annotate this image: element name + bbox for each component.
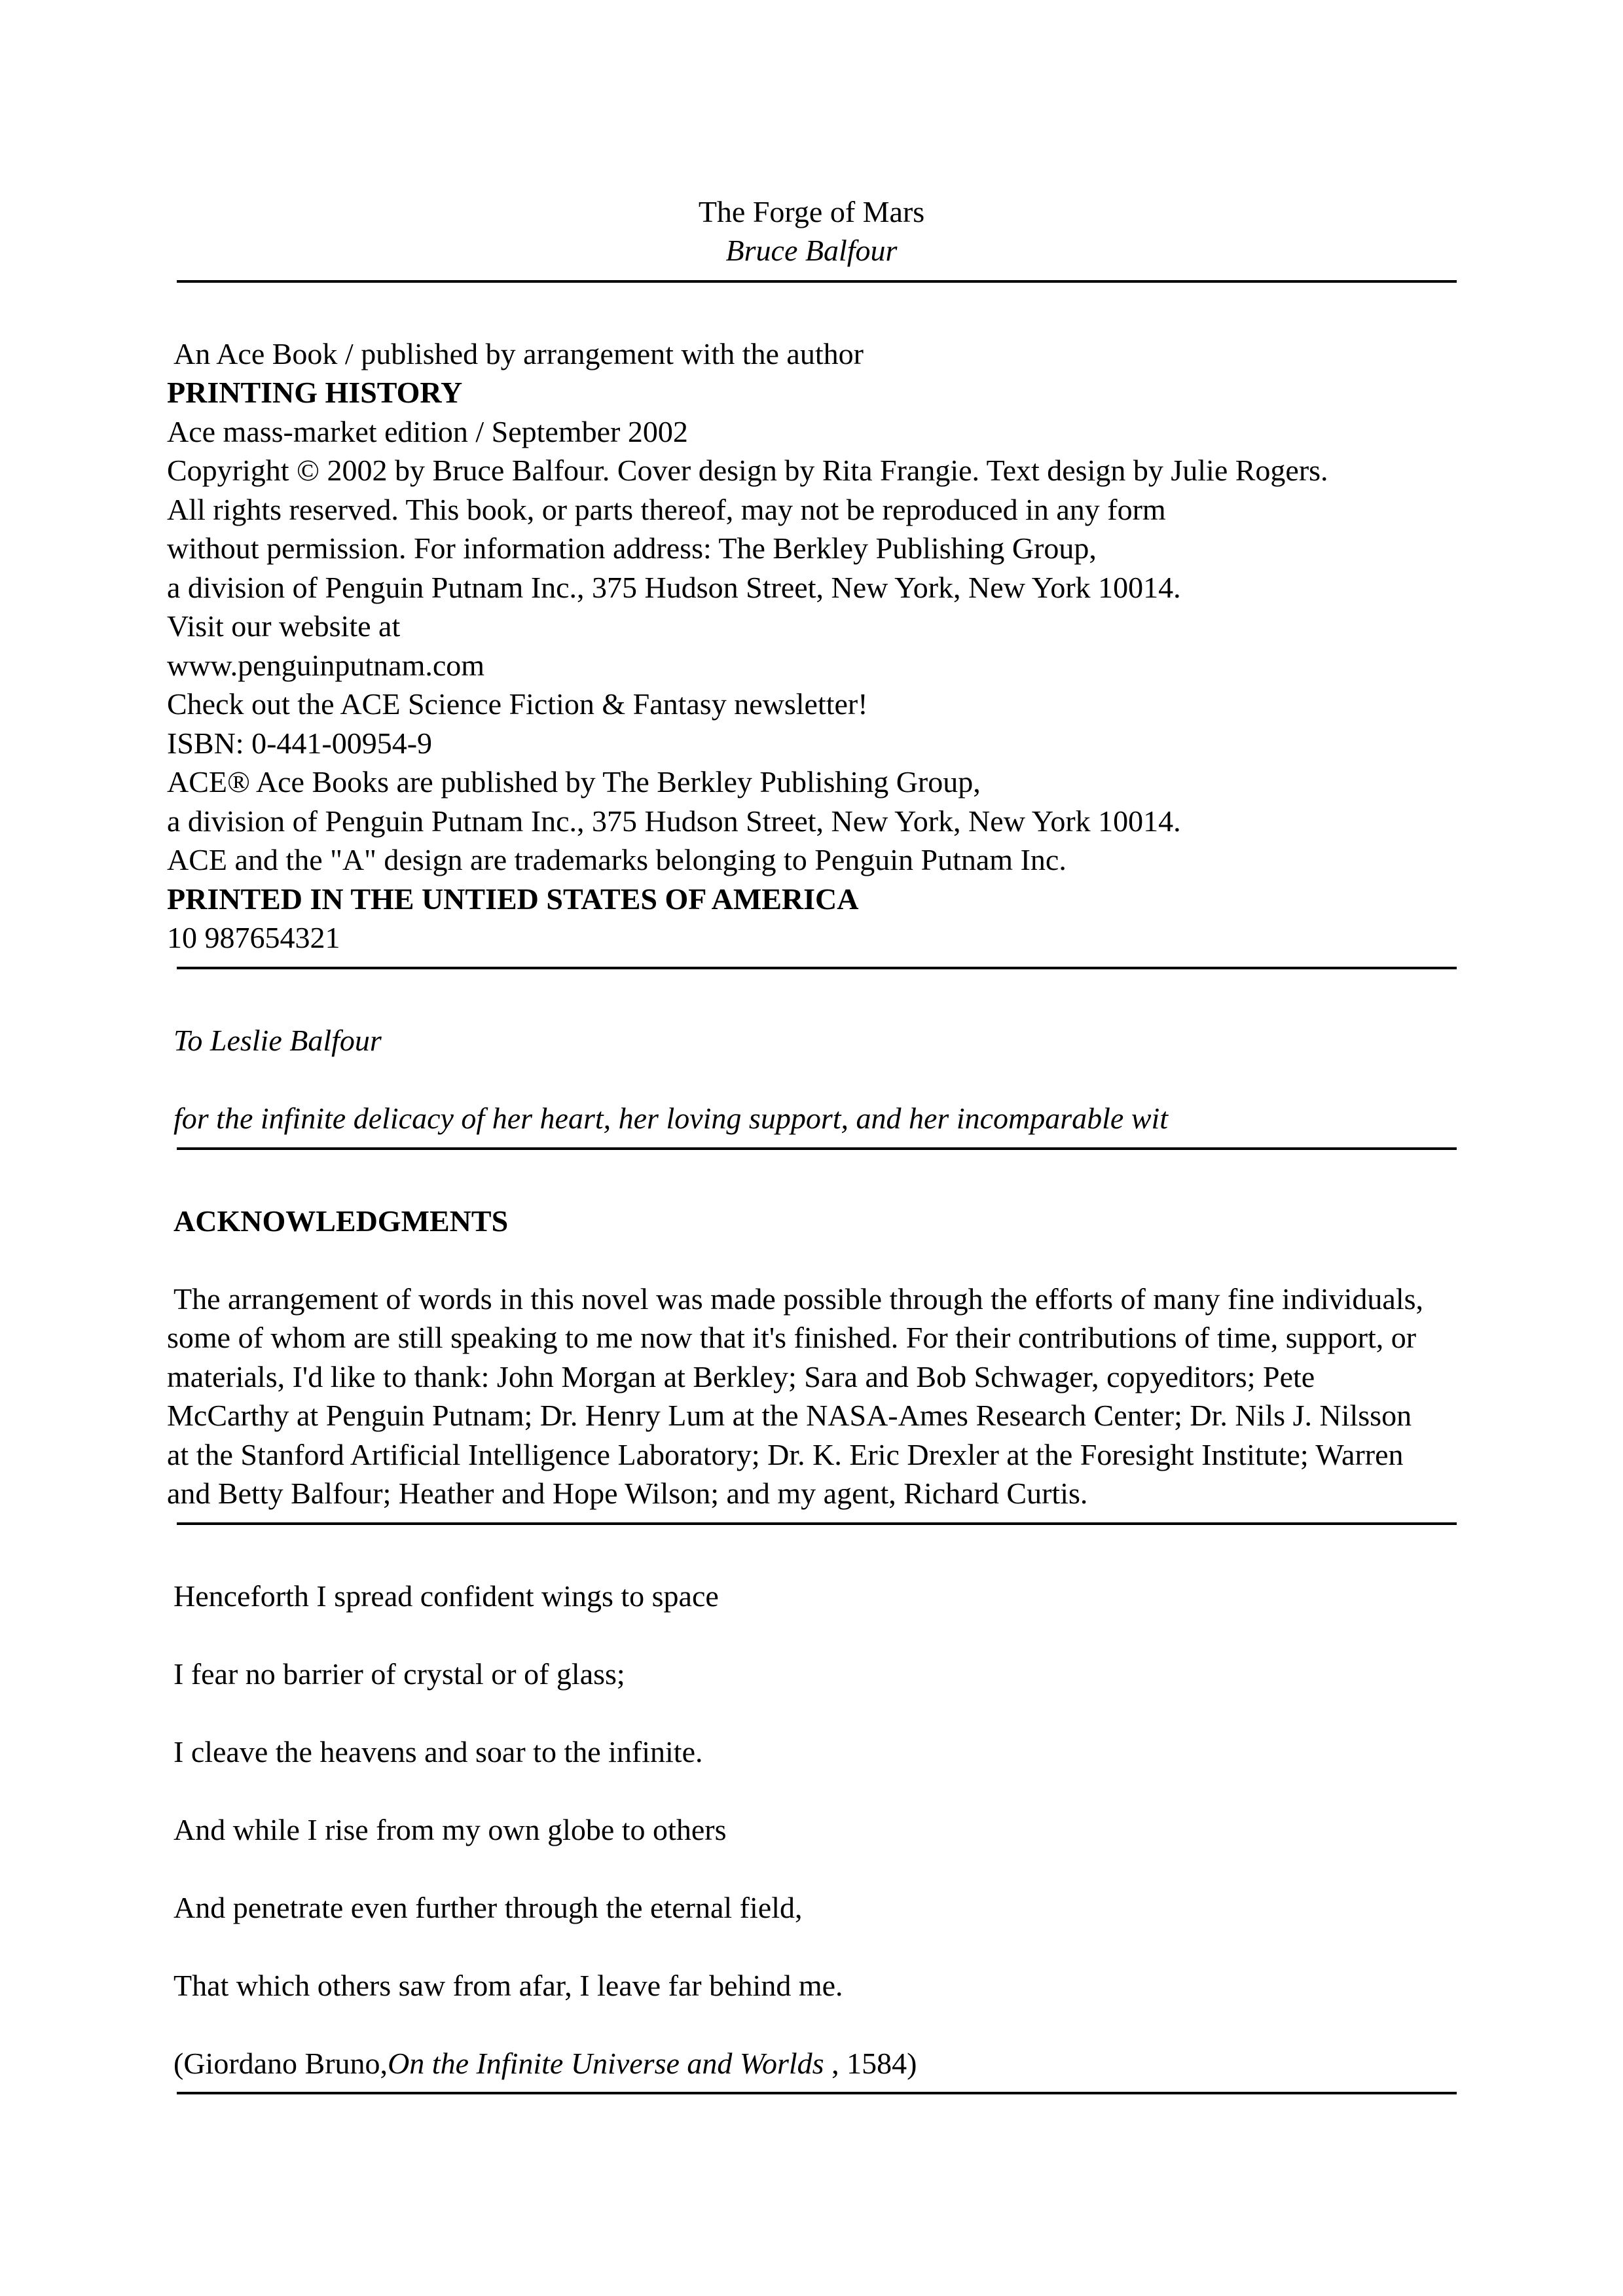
epigraph-line: That which others saw from afar, I leave far behind me.: [173, 1969, 843, 2002]
copyright-line: without permission. For information address: The Berkley Publishing Group,: [167, 531, 1097, 565]
attribution-author: (Giordano Bruno,: [173, 2047, 388, 2080]
print-line: 10 987654321: [167, 921, 340, 954]
acknowledgments-heading: ACKNOWLEDGMENTS: [173, 1204, 509, 1238]
acknowledgments-line: McCarthy at Penguin Putnam; Dr. Henry Lum at the NASA-Ames Research Center; Dr. Nils J. Nilsson: [167, 1399, 1412, 1432]
epigraph-line: Henceforth I spread confident wings to space: [173, 1579, 719, 1613]
book-author: Bruce Balfour: [725, 234, 898, 267]
website-url: www.penguinputnam.com: [167, 649, 485, 682]
copyright-line: Visit our website at: [167, 609, 401, 643]
epigraph-line: And while I rise from my own globe to others: [173, 1813, 727, 1846]
acknowledgments-line: The arrangement of words in this novel was made possible through the efforts of many fine individuals,: [173, 1282, 1423, 1316]
divider-copyright: [177, 967, 1457, 969]
acknowledgments-line: at the Stanford Artificial Intelligence Laboratory; Dr. K. Eric Drexler at the Foresight Institute; Warren: [167, 1438, 1404, 1471]
epigraph-line: I cleave the heavens and soar to the infinite.: [173, 1735, 703, 1768]
divider-dedication: [177, 1147, 1457, 1150]
copyright-line: Copyright © 2002 by Bruce Balfour. Cover design by Rita Frangie. Text design by Julie Rogers.: [167, 454, 1328, 487]
copyright-line: a division of Penguin Putnam Inc., 375 Hudson Street, New York, New York 10014.: [167, 804, 1181, 838]
copyright-line: Check out the ACE Science Fiction & Fantasy newsletter!: [167, 687, 868, 721]
printed-in-heading: PRINTED IN THE UNTIED STATES OF AMERICA: [167, 882, 859, 916]
divider-epigraph: [177, 2092, 1457, 2094]
dedication-to: To Leslie Balfour: [173, 1024, 382, 1057]
copyright-line: All rights reserved. This book, or parts thereof, may not be reproduced in any form: [167, 493, 1166, 526]
copyright-line: Ace mass-market edition / September 2002: [167, 415, 688, 448]
dedication-text: for the infinite delicacy of her heart, her loving support, and her incomparable wit: [173, 1102, 1169, 1135]
epigraph-line: And penetrate even further through the eternal field,: [173, 1891, 803, 1924]
divider-acknowledgments: [177, 1522, 1457, 1525]
copyright-line: ACE and the "A" design are trademarks belonging to Penguin Putnam Inc.: [167, 843, 1067, 876]
copyright-line: ACE® Ace Books are published by The Berkley Publishing Group,: [167, 765, 981, 798]
printing-history-heading: PRINTING HISTORY: [167, 376, 463, 409]
attribution-work-title: On the Infinite Universe and Worlds: [388, 2047, 824, 2080]
book-title: The Forge of Mars: [698, 195, 925, 228]
publisher-intro: An Ace Book / published by arrangement with the author: [173, 337, 864, 370]
copyright-line: a division of Penguin Putnam Inc., 375 Hudson Street, New York, New York 10014.: [167, 571, 1181, 604]
attribution-year: , 1584): [824, 2047, 917, 2080]
acknowledgments-line: some of whom are still speaking to me now that it's finished. For their contributions of time, support, or: [167, 1321, 1417, 1354]
acknowledgments-line: materials, I'd like to thank: John Morgan at Berkley; Sara and Bob Schwager, copyeditors; Pete: [167, 1360, 1315, 1393]
epigraph-line: I fear no barrier of crystal or of glass;: [173, 1657, 625, 1691]
acknowledgments-line: and Betty Balfour; Heather and Hope Wilson; and my agent, Richard Curtis.: [167, 1477, 1088, 1510]
epigraph-attribution: [173, 2045, 917, 2083]
divider-title: [177, 280, 1457, 283]
isbn: ISBN: 0-441-00954-9: [167, 726, 433, 760]
